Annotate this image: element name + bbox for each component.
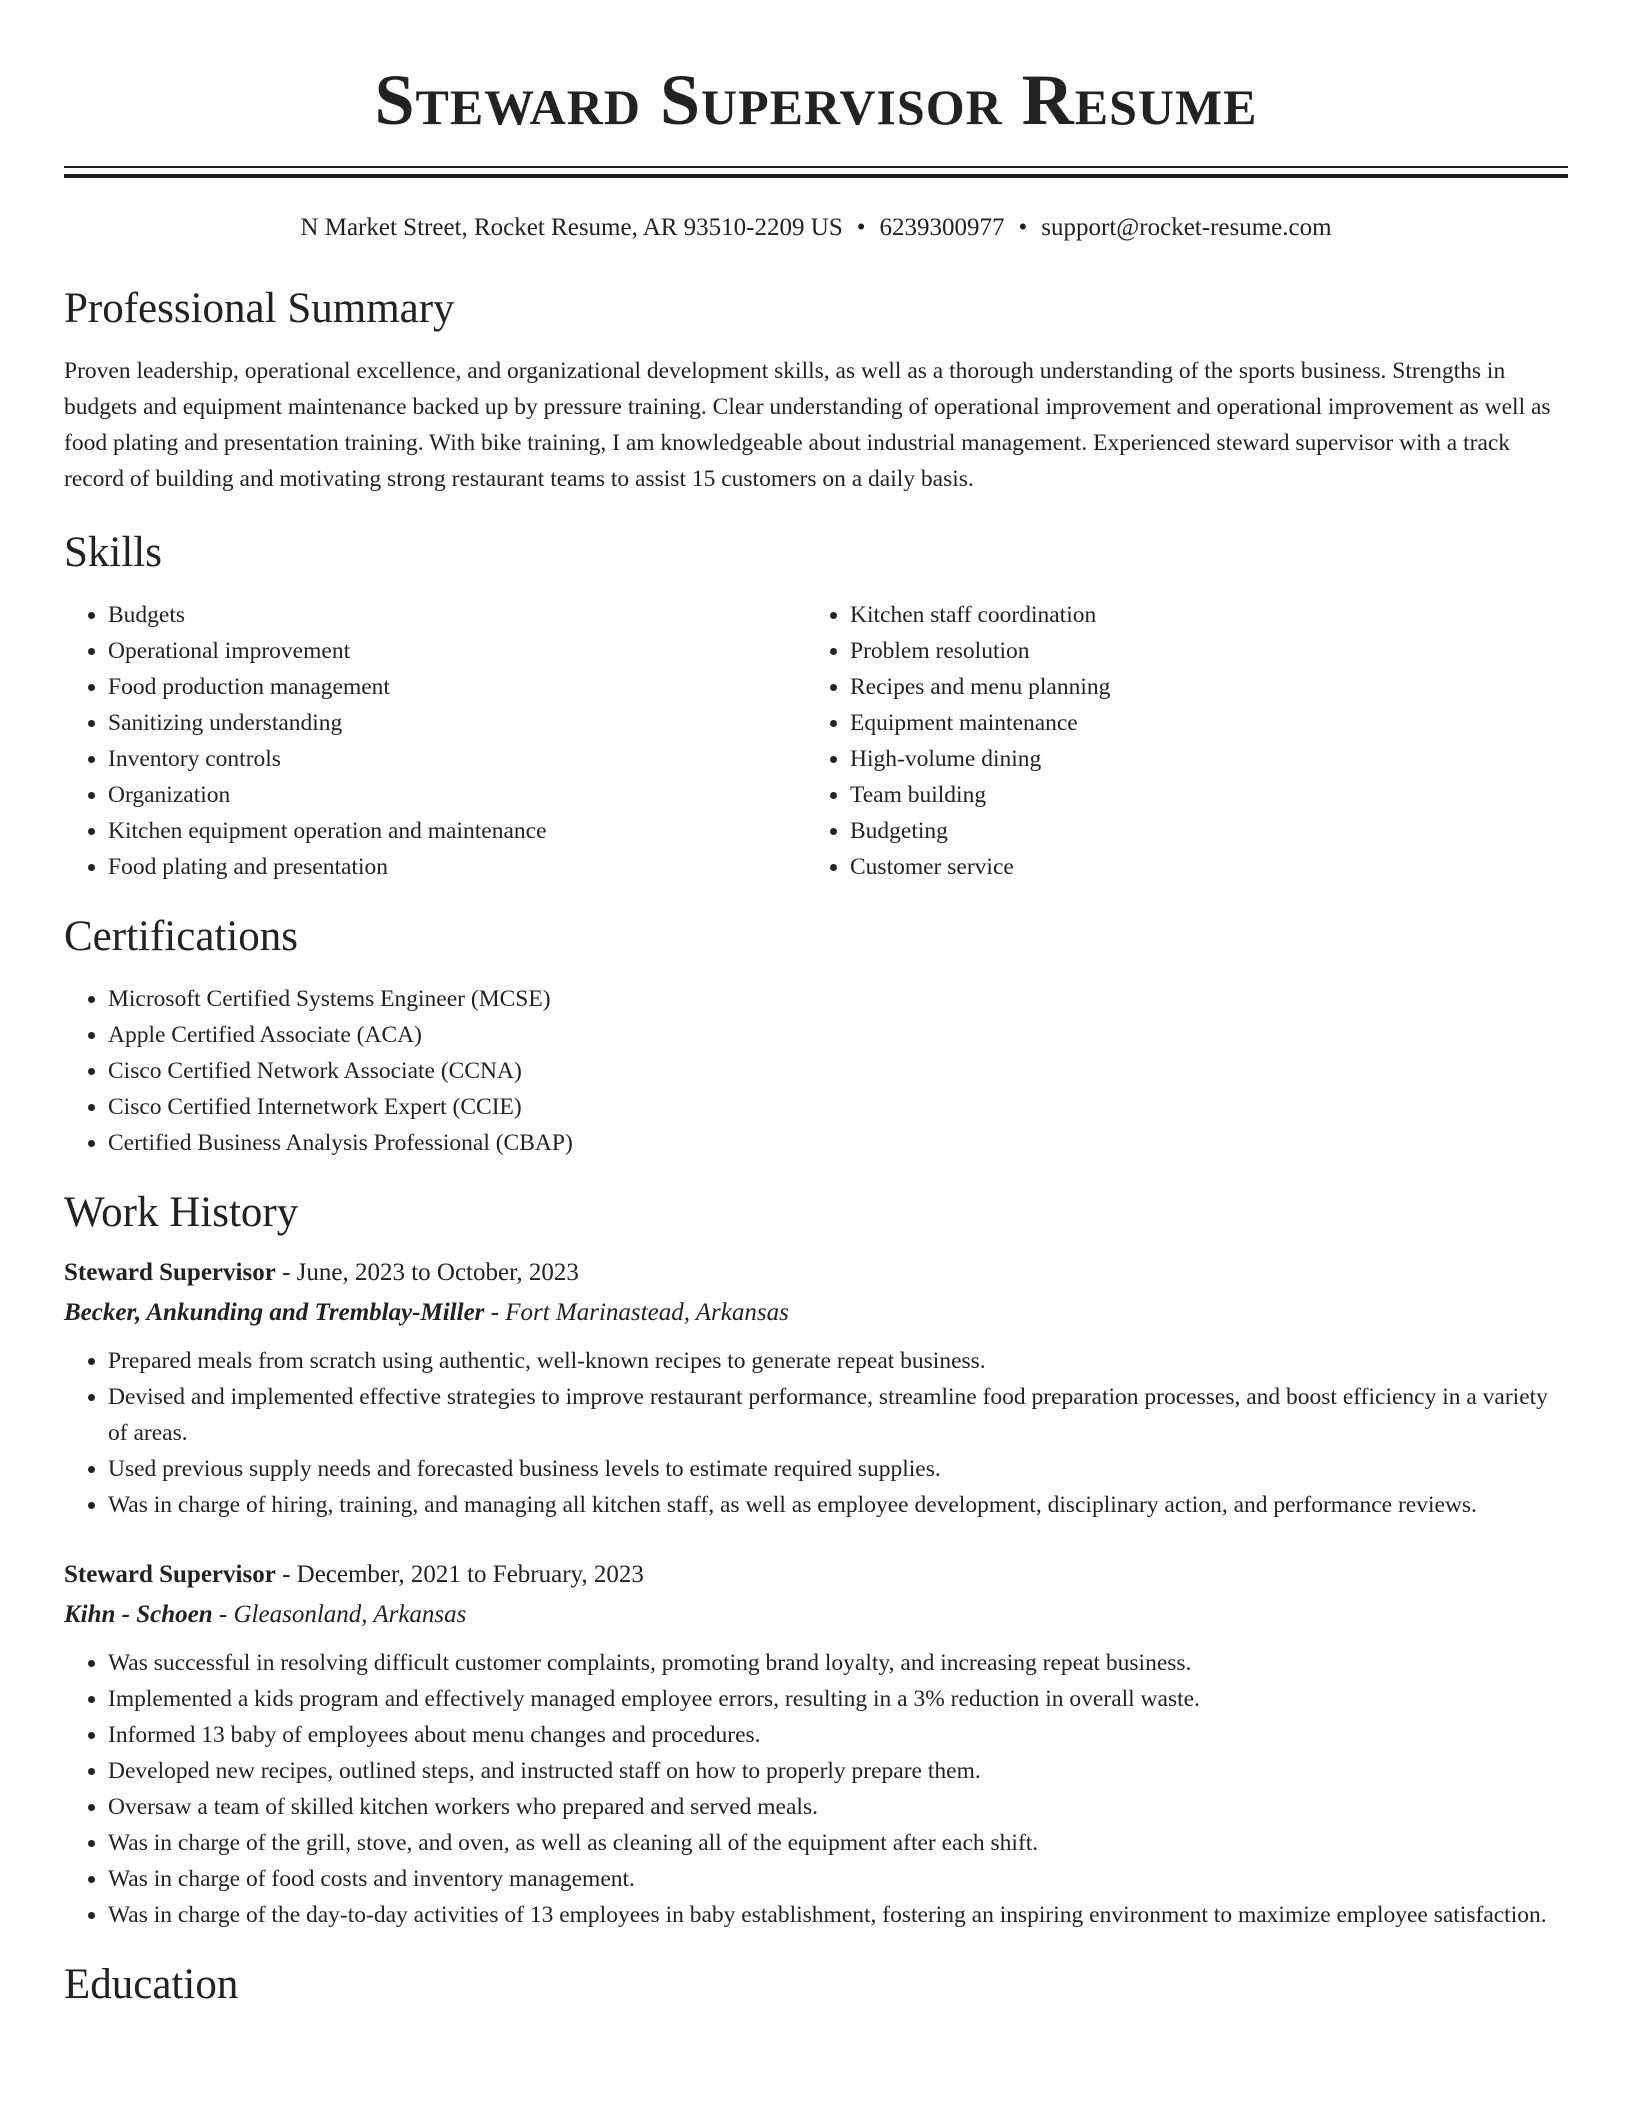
job-bullet: • Informed 13 baby of employees about menu changes and procedures. bbox=[108, 1717, 1568, 1753]
skill-item: • Sanitizing understanding bbox=[108, 705, 806, 741]
contact-address: N Market Street, Rocket Resume, AR 93510-2209 US bbox=[300, 214, 843, 241]
skills-list-left bbox=[64, 597, 806, 885]
contact-phone: 6239300977 bbox=[879, 214, 1005, 241]
skill-item: • Inventory controls bbox=[108, 741, 806, 777]
skill-item: • Operational improvement bbox=[108, 633, 806, 669]
certifications-heading: Certifications bbox=[64, 913, 299, 960]
job-title-line bbox=[64, 1557, 1568, 1593]
job-bullet: • Implemented a kids program and effectively managed employee errors, resulting in a 3% reduction in overall waste. bbox=[108, 1681, 1568, 1717]
job-company: Kihn - Schoen bbox=[64, 1601, 213, 1628]
certification-item: • Cisco Certified Internetwork Expert (CCIE) bbox=[108, 1089, 1568, 1125]
job-bullet: • Prepared meals from scratch using authentic, well-known recipes to generate repeat business. bbox=[108, 1343, 1568, 1379]
job-title-line bbox=[64, 1255, 1568, 1291]
job-bullets bbox=[64, 1645, 1568, 1933]
job-bullet: • Was in charge of the grill, stove, and oven, as well as cleaning all of the equipment after each shift. bbox=[108, 1825, 1568, 1861]
job-location: - Fort Marinastead, Arkansas bbox=[484, 1299, 789, 1326]
job-dates: - June, 2023 to October, 2023 bbox=[275, 1259, 579, 1286]
job-location: - Gleasonland, Arkansas bbox=[212, 1601, 467, 1628]
job-title: Steward Supervisor bbox=[64, 1561, 276, 1588]
skill-item: • High-volume dining bbox=[850, 741, 1506, 777]
work-history-heading: Work History bbox=[64, 1189, 299, 1236]
job-bullet: • Was successful in resolving difficult customer complaints, promoting brand loyalty, and increasing repeat business. bbox=[108, 1645, 1568, 1681]
contact-email[interactable]: support@rocket-resume.com bbox=[1041, 214, 1332, 241]
certifications-list bbox=[64, 981, 1568, 1161]
skill-item: • Budgeting bbox=[850, 813, 1506, 849]
certification-item: • Apple Certified Associate (ACA) bbox=[108, 1017, 1568, 1053]
summary-heading: Professional Summary bbox=[64, 285, 455, 332]
job-entry bbox=[64, 1557, 1568, 1933]
skills-grid bbox=[64, 597, 1568, 885]
skills-list-right bbox=[806, 597, 1506, 885]
skill-item: • Equipment maintenance bbox=[850, 705, 1506, 741]
skill-item: • Recipes and menu planning bbox=[850, 669, 1506, 705]
job-bullet: • Was in charge of hiring, training, and managing all kitchen staff, as well as employee development, disciplinary action, and performance reviews. bbox=[108, 1487, 1568, 1523]
skill-item: • Customer service bbox=[850, 849, 1506, 885]
job-bullet: • Was in charge of food costs and inventory management. bbox=[108, 1861, 1568, 1897]
job-title: Steward Supervisor bbox=[64, 1259, 276, 1286]
skill-item: • Food production management bbox=[108, 669, 806, 705]
job-bullet: • Was in charge of the day-to-day activities of 13 employees in baby establishment, fostering an inspiring environment to maximize employee satisfaction. bbox=[108, 1897, 1568, 1933]
job-bullet: • Developed new recipes, outlined steps, and instructed staff on how to properly prepare them. bbox=[108, 1753, 1568, 1789]
job-dates: - December, 2021 to February, 2023 bbox=[275, 1561, 644, 1588]
contact-separator: • bbox=[1018, 214, 1028, 241]
job-company: Becker, Ankunding and Tremblay-Miller bbox=[64, 1299, 485, 1326]
contact-separator: • bbox=[856, 214, 866, 241]
skill-item: • Organization bbox=[108, 777, 806, 813]
education-heading: Education bbox=[64, 1961, 239, 2008]
certifications-section bbox=[64, 911, 1568, 1161]
certification-item: • Microsoft Certified Systems Engineer (MCSE) bbox=[108, 981, 1568, 1017]
skill-item: • Kitchen equipment operation and maintenance bbox=[108, 813, 806, 849]
job-bullet: • Devised and implemented effective strategies to improve restaurant performance, streamline food preparation processes, and boost efficiency in a variety of areas. bbox=[108, 1379, 1568, 1451]
education-section bbox=[64, 1959, 1568, 2011]
skill-item: • Budgets bbox=[108, 597, 806, 633]
skill-item: • Problem resolution bbox=[850, 633, 1506, 669]
contact-line bbox=[64, 212, 1568, 244]
title-divider bbox=[64, 166, 1568, 178]
skills-section bbox=[64, 527, 1568, 885]
skills-heading: Skills bbox=[64, 529, 162, 576]
job-bullet: • Used previous supply needs and forecasted business levels to estimate required supplies. bbox=[108, 1451, 1568, 1487]
work-history-section bbox=[64, 1187, 1568, 1933]
job-entry bbox=[64, 1255, 1568, 1523]
resume-title: Steward Supervisor Resume bbox=[374, 60, 1258, 140]
skill-item: • Food plating and presentation bbox=[108, 849, 806, 885]
job-company-line bbox=[64, 1597, 1568, 1633]
skill-item: • Kitchen staff coordination bbox=[850, 597, 1506, 633]
certification-item: • Cisco Certified Network Associate (CCNA) bbox=[108, 1053, 1568, 1089]
skill-item: • Team building bbox=[850, 777, 1506, 813]
job-bullet: • Oversaw a team of skilled kitchen workers who prepared and served meals. bbox=[108, 1789, 1568, 1825]
summary-section bbox=[64, 283, 1568, 497]
job-bullets bbox=[64, 1343, 1568, 1523]
certification-item: • Certified Business Analysis Professional (CBAP) bbox=[108, 1125, 1568, 1161]
summary-text: Proven leadership, operational excellence, and organizational development skills, as well as a thorough understanding of the sports business. Strengths in budgets and equipment maintenance backed up by pressure training. Clear understanding of operational improvement and operational improvement as well as food plating and presentation training. With bike training, I am knowledgeable about industrial management. Experienced steward supervisor with a track record of building and motivating strong restaurant teams to assist 15 customers on a daily basis. bbox=[64, 358, 1551, 492]
job-company-line bbox=[64, 1295, 1568, 1331]
